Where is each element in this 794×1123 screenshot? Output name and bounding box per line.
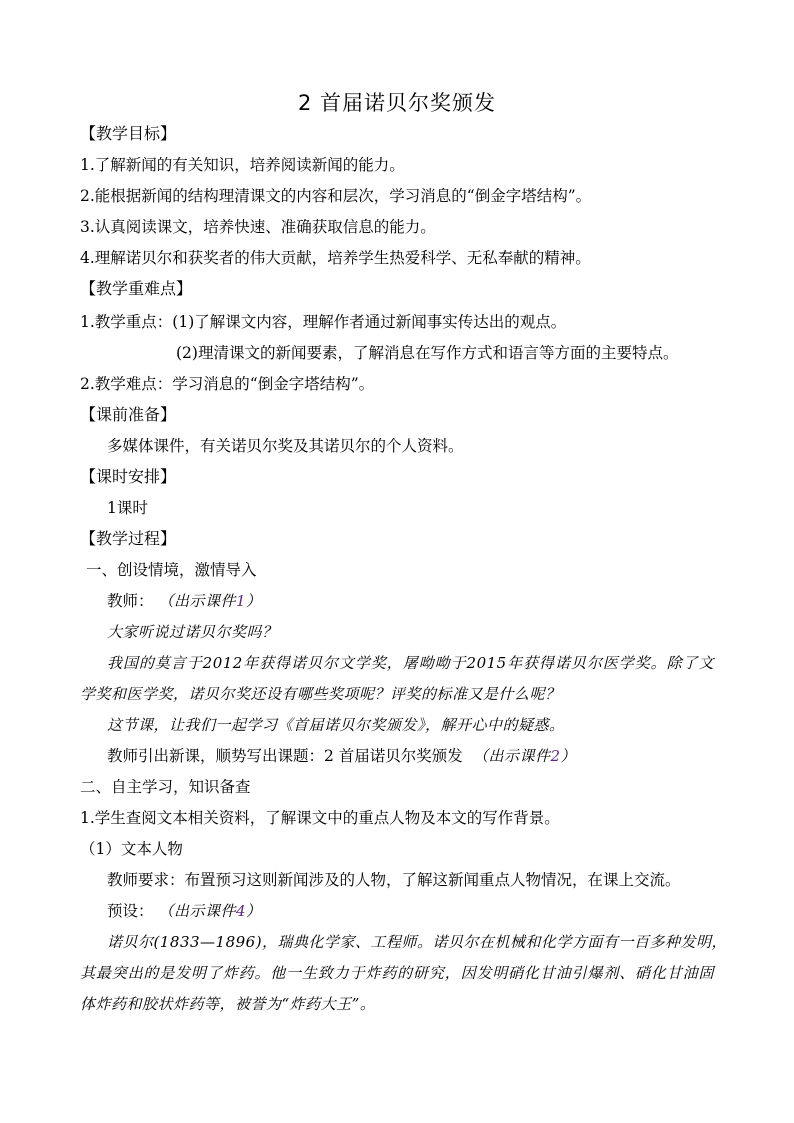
teacher-instruction-1 — [107, 591, 262, 611]
courseware-number: 4 — [235, 902, 247, 920]
key-point-1: 1.教学重点：(1)了解课文内容，理解作者通过新闻事实传达出的观点。 — [80, 313, 567, 331]
process-heading: 【教学过程】 — [80, 529, 177, 548]
goal-item-4: 4.理解诺贝尔和获奖者的伟大贡献，培养学生热爱科学、无私奉献的精神。 — [80, 249, 591, 267]
teacher-requirement: 教师要求：布置预习这则新闻涉及的人物，了解这新闻重点人物情况，在课上交流。 — [107, 871, 681, 889]
goals-heading: 【教学目标】 — [80, 124, 177, 143]
schedule-text: 1课时 — [107, 499, 148, 517]
teacher-instruction-2 — [107, 746, 576, 766]
paragraph-2: 这节课，让我们一起学习《首届诺贝尔奖颁发》，解开心中的疑惑。 — [107, 716, 565, 734]
nobel-bio-line-3: 体炸药和胶状炸药等，被誉为“炸药大王”。 — [80, 995, 376, 1013]
courseware-number: 2 — [550, 747, 561, 765]
courseware-number: 1 — [235, 592, 247, 610]
goal-item-3: 3.认真阅读课文，培养快速、准确获取信息的能力。 — [80, 218, 436, 236]
teacher-label: 教师： — [107, 592, 154, 610]
lesson-title: 2 首届诺贝尔奖颁发 — [297, 91, 497, 115]
key-points-heading: 【教学重难点】 — [80, 279, 193, 298]
nobel-bio-line-2: 其最突出的是发明了炸药。他一生致力于炸药的研究，因发明硝化甘油引爆剂、硝化甘油固 — [80, 964, 714, 982]
preparation-text: 多媒体课件，有关诺贝尔奖及其诺贝尔的个人资料。 — [107, 437, 464, 455]
preparation-heading: 【课前准备】 — [80, 405, 177, 424]
schedule-heading: 【课时安排】 — [80, 467, 177, 486]
paragraph-1-line-1: 我国的莫言于2012年获得诺贝尔文学奖，屠呦呦于2015年获得诺贝尔医学奖。除了文 — [107, 654, 714, 672]
step-2-heading: 二、自主学习，知识备查 — [80, 778, 251, 796]
teacher-intro-text: 教师引出新课，顺势写出课题：2 首届诺贝尔奖颁发 — [107, 747, 463, 765]
question-line: 大家听说过诺贝尔奖吗？ — [107, 623, 278, 641]
courseware-note: （出示课件2） — [473, 747, 577, 765]
key-point-2: 2.教学难点：学习消息的“倒金字塔结构”。 — [80, 375, 375, 393]
preset-line — [107, 901, 262, 921]
paragraph-1-line-2: 学奖和医学奖，诺贝尔奖还设有哪些奖项呢？评奖的标准又是什么呢？ — [80, 685, 561, 703]
step-2-item-1: 1.学生查阅文本相关资料，了解课文中的重点人物及本文的写作背景。 — [80, 809, 560, 827]
nobel-bio-line-1: 诺贝尔(1833—1896)，瑞典化学家、工程师。诺贝尔在机械和化学方面有一百多种发明， — [107, 933, 728, 951]
courseware-note: （出示课件4） — [158, 902, 262, 920]
step-1-heading: 一、创设情境，激情导入 — [86, 561, 257, 579]
key-point-1b: (2)理清课文的新闻要素，了解消息在写作方式和语言等方面的主要特点。 — [176, 344, 679, 362]
step-2-subheading: （1）文本人物 — [80, 840, 183, 858]
preset-label: 预设： — [107, 902, 154, 920]
goal-item-2: 2.能根据新闻的结构理清课文的内容和层次，学习消息的“倒金字塔结构”。 — [80, 187, 592, 205]
courseware-note: （出示课件1） — [158, 592, 262, 610]
goal-item-1: 1.了解新闻的有关知识，培养阅读新闻的能力。 — [80, 156, 405, 174]
